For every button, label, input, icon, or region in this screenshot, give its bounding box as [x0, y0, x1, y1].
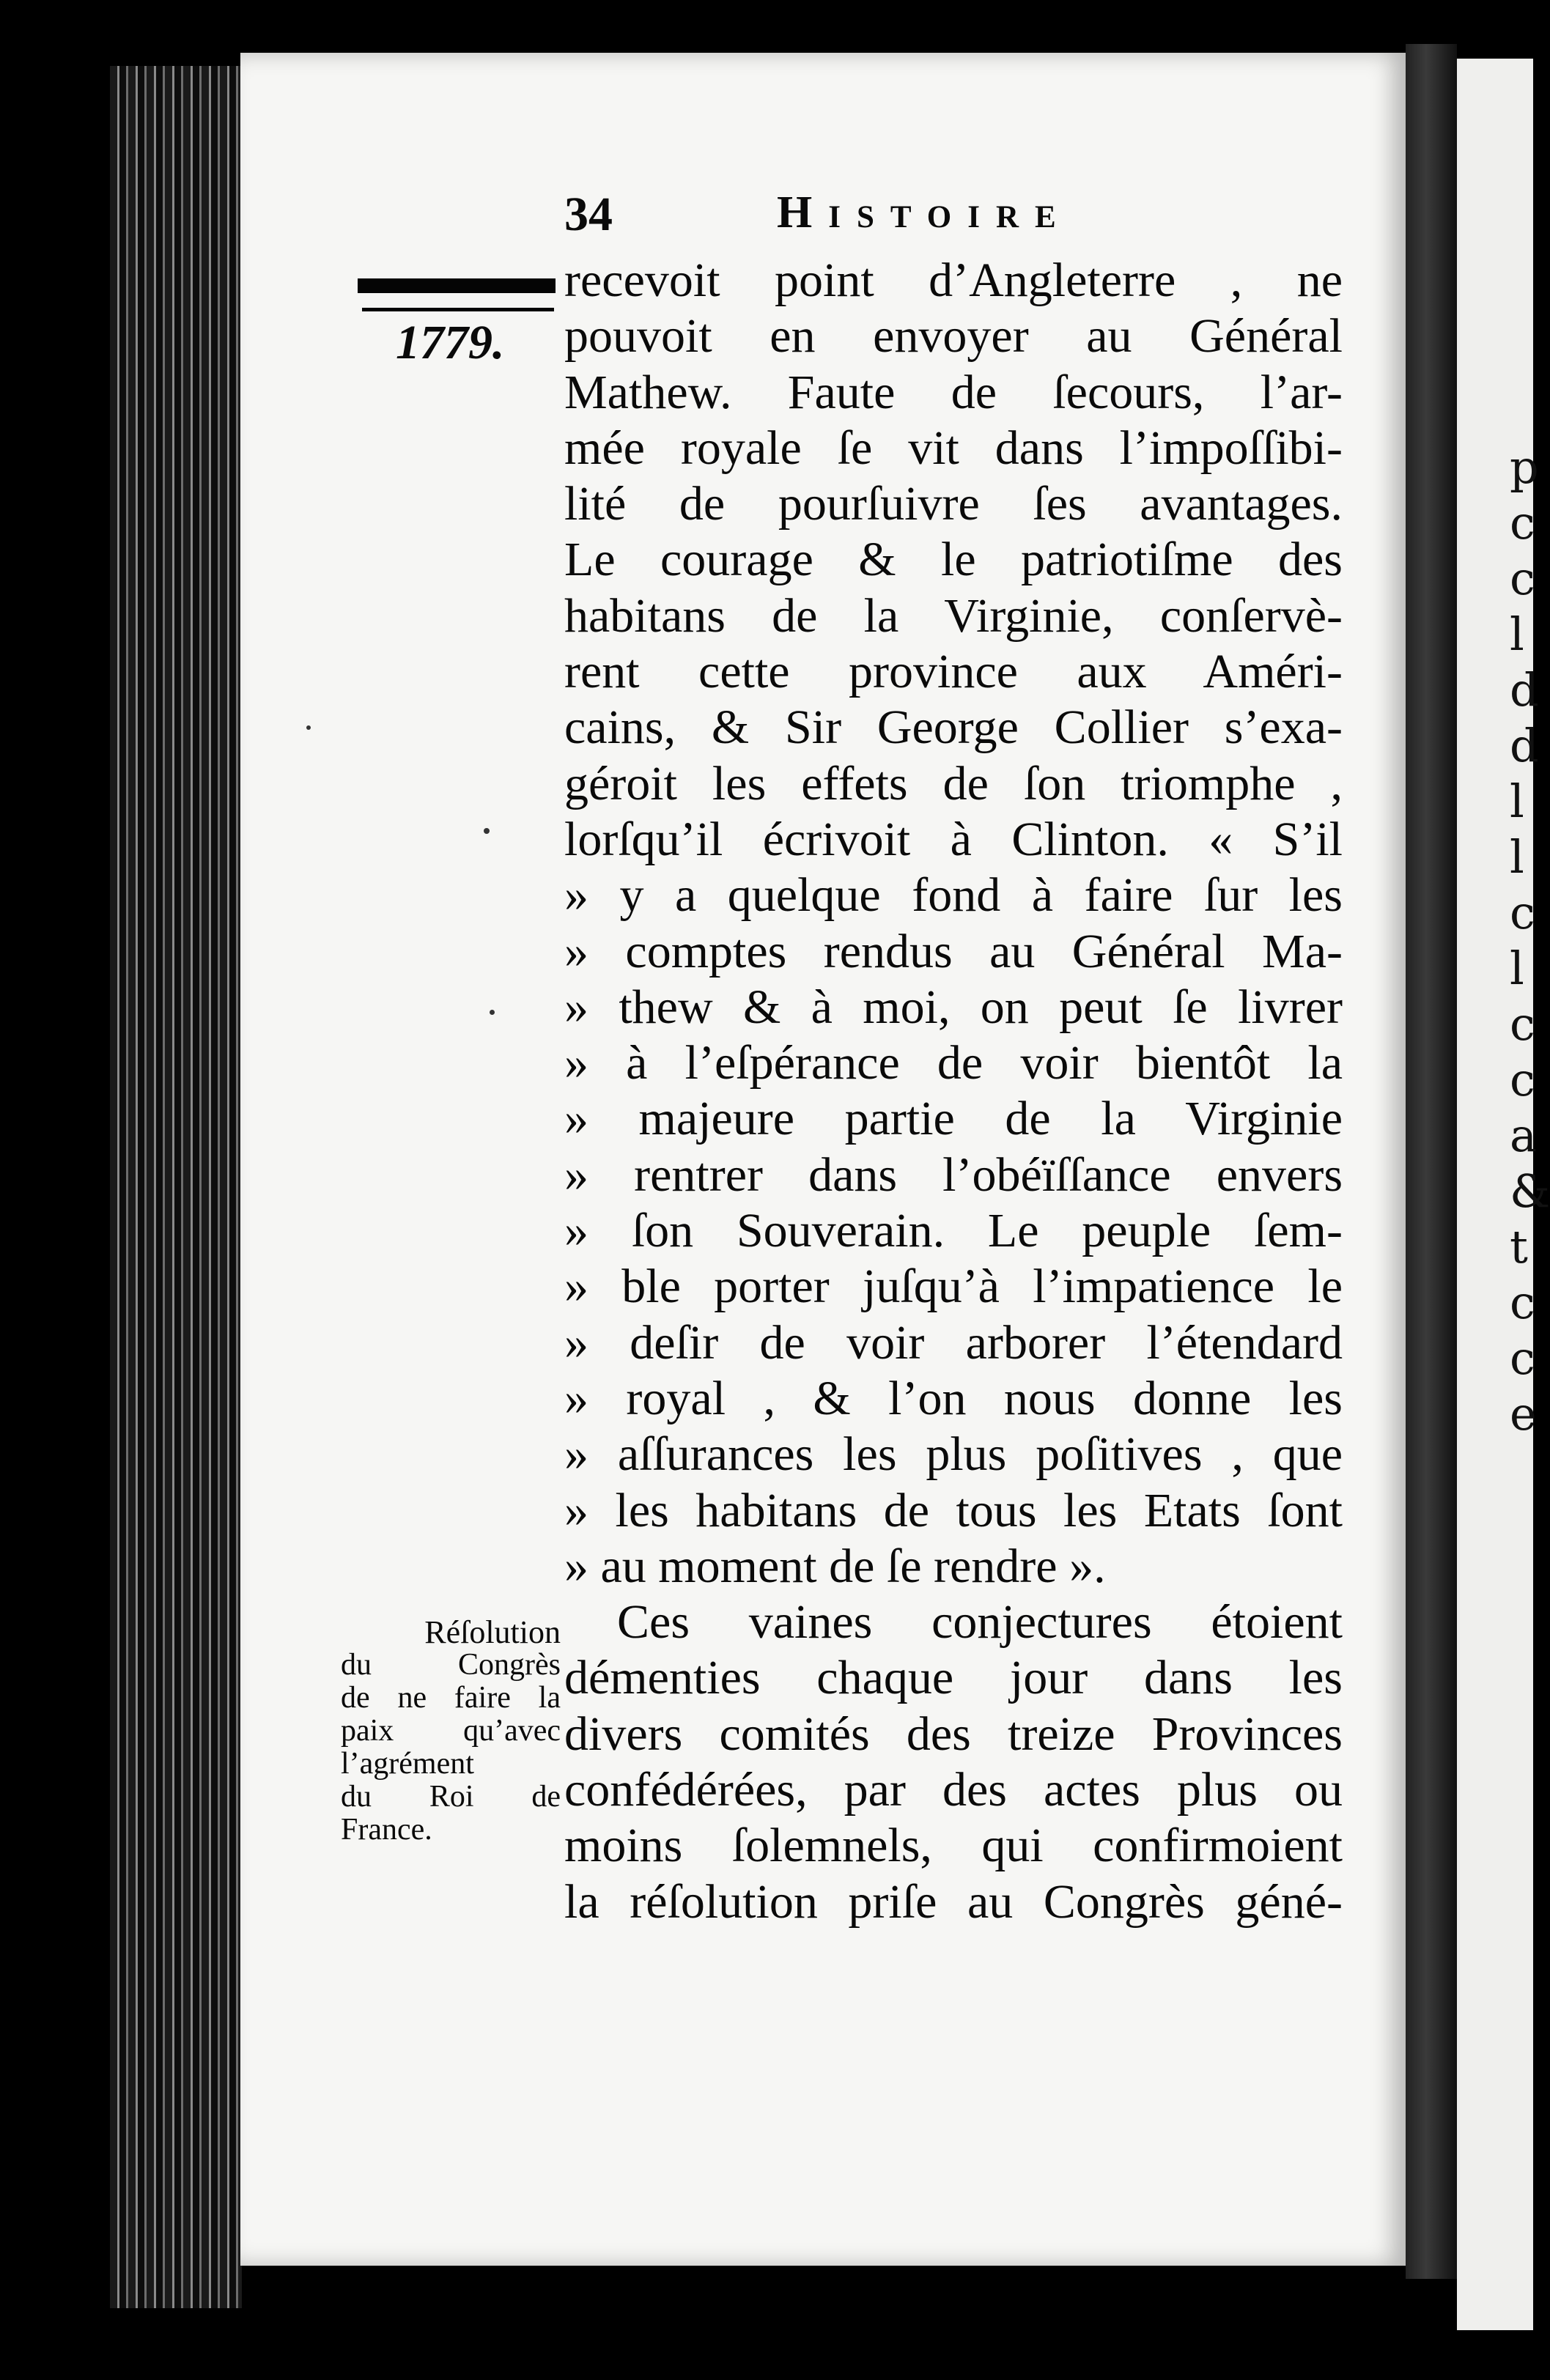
text-line: lité de pourſuivre ſes avantages. — [564, 477, 1343, 531]
text-line: moins ſolemnels, qui confirmoient — [564, 1819, 1343, 1873]
margin-note-line: paix qu’avec — [341, 1714, 561, 1748]
text-line: lorſqu’il écrivoit à Clinton. « S’il — [564, 812, 1343, 866]
text-line: » thew & à moi, on peut ſe livrer — [564, 980, 1343, 1034]
text-line: Le courage & le patriotiſme des — [564, 533, 1343, 587]
margin-rule-thick — [358, 278, 556, 293]
text-line: » y a quelque fond à faire ſur les — [564, 868, 1343, 923]
paper-speck — [484, 828, 490, 834]
text-line: la réſolution priſe au Congrès géné- — [564, 1874, 1343, 1929]
text-line: habitans de la Virginie, conſervè- — [564, 588, 1343, 643]
margin-note-line: Réſolution — [424, 1614, 561, 1650]
text-line: » ble porter juſqu’à l’impatience le — [564, 1260, 1343, 1314]
text-line: » comptes rendus au Général Ma- — [564, 924, 1343, 978]
margin-note-line: du Congrès — [341, 1648, 561, 1682]
margin-note-line: l’agrément — [341, 1747, 474, 1781]
text-line: » royal , & l’on nous donne les — [564, 1371, 1343, 1425]
page-number: 34 — [564, 188, 613, 241]
page-header — [564, 187, 1297, 245]
paper-speck — [490, 1010, 495, 1015]
text-line: rent cette province aux Améri- — [564, 645, 1343, 699]
text-line: » ſon Souverain. Le peuple ſem- — [564, 1204, 1343, 1258]
text-line: démenties chaque jour dans les — [564, 1651, 1343, 1705]
paper-speck — [306, 725, 311, 730]
text-line: » rentrer dans l’obéïſſance envers — [564, 1148, 1343, 1202]
text-line: pouvoit en envoyer au Général — [564, 309, 1343, 363]
book-fore-edge — [110, 66, 242, 2308]
margin-note-line: France. — [341, 1813, 432, 1847]
margin-note — [341, 1616, 561, 1847]
text-line: » les habitans de tous les Etats ſont — [564, 1483, 1343, 1537]
margin-rule-thin — [362, 308, 554, 311]
text-line: cains, & Sir George Collier s’exa- — [564, 701, 1343, 755]
running-title: Histoire — [777, 188, 1072, 237]
text-line: » majeure partie de la Virginie — [564, 1092, 1343, 1146]
text-line: Mathew. Faute de ſecours, l’ar- — [564, 365, 1343, 419]
text-line: » aſſurances les plus poſitives , que — [564, 1427, 1343, 1482]
text-line: » à l’eſpérance de voir bientôt la — [564, 1036, 1343, 1090]
text-line: » au moment de ſe rendre ». — [564, 1539, 1106, 1593]
gutter-shadow — [1406, 44, 1457, 2279]
facing-page-letters: p c c l d d l l c l c c a & t c c e — [1510, 440, 1550, 1441]
margin-note-line: de ne faire la — [341, 1681, 561, 1715]
text-line: géroit les effets de ſon triomphe , — [564, 756, 1343, 810]
text-line: divers comités des treize Provinces — [564, 1707, 1343, 1761]
text-line: mée royale ſe vit dans l’impoſſibi- — [564, 421, 1343, 475]
text-line: » deſir de voir arborer l’étendard — [564, 1315, 1343, 1370]
body-text — [564, 253, 1343, 1930]
text-line: Ces vaines conjectures étoient — [617, 1595, 1343, 1649]
text-line: recevoit point d’Angleterre , ne — [564, 254, 1343, 307]
margin-year: 1779. — [396, 316, 505, 369]
text-line: confédérées, par des actes plus ou — [564, 1763, 1343, 1817]
margin-note-line: du Roi de — [341, 1780, 561, 1814]
